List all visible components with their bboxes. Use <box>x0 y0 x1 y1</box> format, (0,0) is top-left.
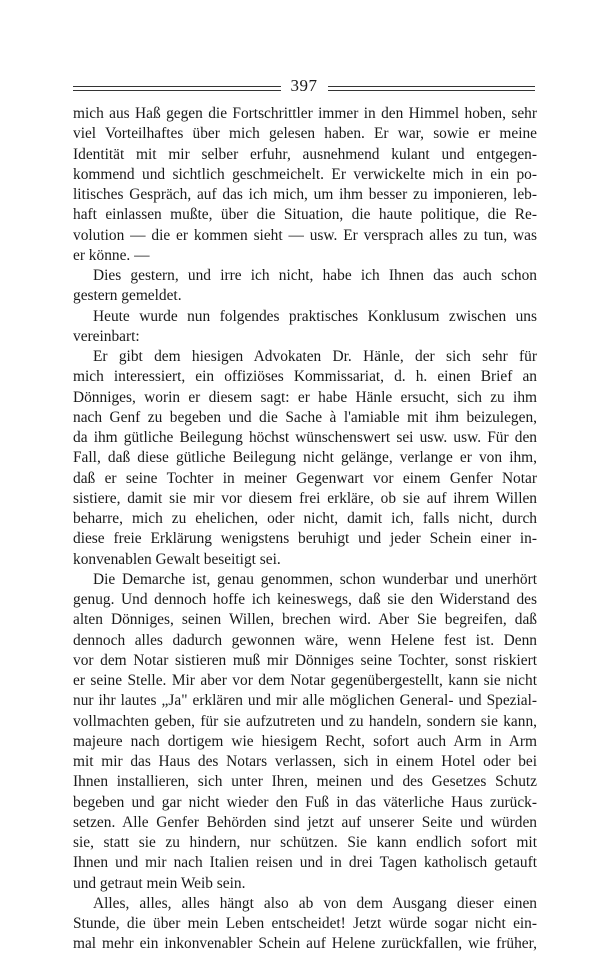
text-line: sistiere, damit sie mir vor diesem frei erkläre, ob sie auf ihrem Willen <box>73 489 537 507</box>
text-line: haft einlassen mußte, über die Situation, die haute politique, die Re- <box>73 206 537 224</box>
text-line: Fall, daß diese gütliche Beilegung nicht gelänge, verlange er von ihm, <box>73 449 537 467</box>
text-line: dennoch alles dadurch gewonnen wäre, wenn Helene fest ist. Denn <box>73 631 537 649</box>
header-rule-right <box>328 86 536 91</box>
text-line: gestern gemeldet. <box>73 287 182 305</box>
text-line: begeben und gar nicht wieder den Fuß in das väterliche Haus zurück- <box>73 793 537 811</box>
page-header <box>73 74 535 98</box>
text-line: sie, statt sie zu hindern, nur schützen. Sie kann endlich sofort mit <box>73 834 537 851</box>
text-line: Er gibt dem hiesigen Advokaten Dr. Hänle, der sich sehr für <box>93 348 537 365</box>
text-line: mal mehr ein inkonvenabler Schein auf Helene zurückfallen, wie früher, <box>73 935 537 953</box>
text-line: daß er seine Tochter in meiner Gegenwart vor einem Genfer Notar <box>73 469 537 487</box>
text-line: diese freie Erklärung wenigstens beruhigt und jeder Schein einer in- <box>73 530 537 548</box>
text-line: er seine Stelle. Mir aber vor dem Notar gegenübergestellt, kann sie nicht <box>73 672 537 689</box>
text-line: Dönniges, worin er diesem sagt: er habe Hänle ersucht, sich zu ihm <box>73 388 537 406</box>
header-rule-left <box>73 86 281 91</box>
text-line: vor dem Notar sistieren muß mir Dönniges seine Tochter, sonst riskiert <box>73 651 537 669</box>
text-line: volution — die er kommen sieht — usw. Er versprach alles zu tun, was <box>73 226 537 244</box>
text-line: vereinbart: <box>73 327 140 345</box>
text-line: nach Genf zu begeben und die Sache à l'amiable mit ihm beizulegen, <box>73 408 537 426</box>
text-line: setzen. Alle Genfer Behörden sind jetzt auf unserer Seite und würden <box>73 813 537 831</box>
text-line: mich aus Haß gegen die Fortschrittler immer in den Himmel hoben, sehr <box>73 105 537 122</box>
text-line: alten Dönniges, seinen Willen, brechen wird. Aber Sie begreifen, daß <box>73 611 537 629</box>
text-line: kommend und sichtlich geschmeichelt. Er verwickelte mich in ein po- <box>73 165 537 183</box>
page-body-text <box>73 104 537 955</box>
text-line: konvenablen Gewalt beseitigt sei. <box>73 550 281 568</box>
text-line: mich interessiert, ein offiziöses Kommissariat, d. h. einen Brief an <box>73 368 537 386</box>
text-line: Heute wurde nun folgendes praktisches Konklusum zwischen uns <box>93 307 537 325</box>
text-line: Ihnen installieren, sich unter Ihren, meinen und des Gesetzes Schutz <box>73 773 537 791</box>
text-line: mit mir das Haus des Notars verlassen, sich in einem Hotel oder bei <box>73 753 537 770</box>
text-line: er könne. — <box>73 246 150 264</box>
text-line: Stunde, die über mein Leben entscheidet! Jetzt würde sogar nicht ein- <box>73 915 537 932</box>
text-line: majeure nach dortigem wie hiesigem Recht, sofort auch Arm in Arm <box>73 732 537 750</box>
text-line: Die Demarche ist, genau genommen, schon wunderbar und unerhört <box>93 570 537 588</box>
text-line: Ihnen und mir nach Italien reisen und in drei Tagen katholisch getauft <box>73 854 537 872</box>
text-line: Alles, alles, alles hängt also ab von dem Ausgang dieser einen <box>93 894 537 912</box>
text-line: beharre, mich zu ehelichen, oder nicht, damit ich, falls nicht, durch <box>73 510 537 527</box>
text-line: litisches Gespräch, auf das ich mich, um ihm besser zu imponieren, leb- <box>73 186 537 203</box>
text-line: vollmachten geben, für sie aufzutreten und zu handeln, sondern sie kann, <box>73 712 537 730</box>
text-line: da ihm gütliche Beilegung höchst wünschenswert sei usw. usw. Für den <box>73 429 537 446</box>
text-line: genug. Und dennoch hoffe ich keineswegs, daß sie den Widerstand des <box>73 591 537 608</box>
text-line: Identität mit mir selber erfuhr, ausnehmend kulant und entgegen- <box>73 145 537 163</box>
page-number: 397 <box>290 76 318 95</box>
text-line: und getraut mein Weib sein. <box>73 874 246 892</box>
text-line: nur ihr lautes „Ja" erklären und mir alle möglichen General- und Spezial- <box>73 692 537 710</box>
text-line: Dies gestern, und irre ich nicht, habe ich Ihnen das auch schon <box>93 267 537 284</box>
text-line: viel Vorteilhaftes über mich gelesen haben. Er war, sowie er meine <box>73 125 537 143</box>
